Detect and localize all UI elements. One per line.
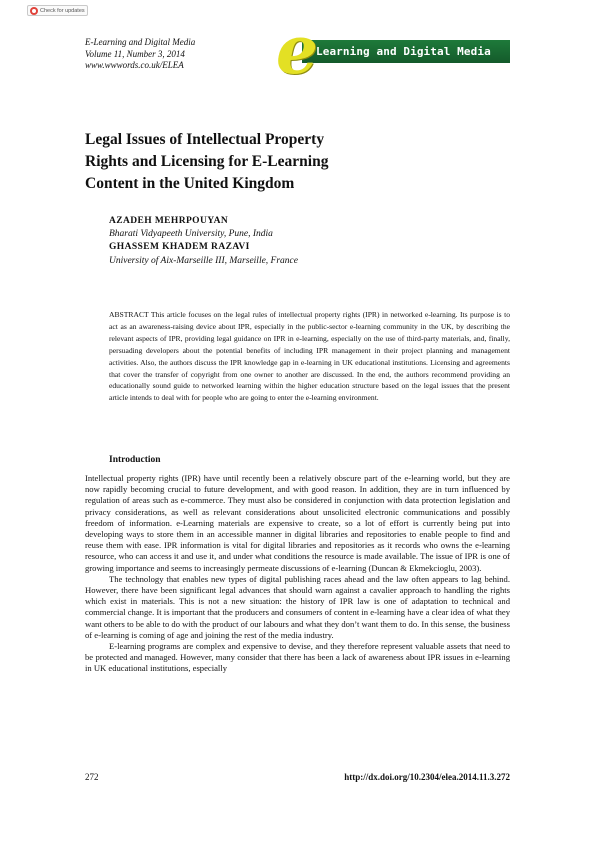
doi-link[interactable]: http://dx.doi.org/10.2304/elea.2014.11.3.272 [344, 772, 510, 782]
page-number: 272 [85, 772, 99, 782]
body-paragraph: Intellectual property rights (IPR) have until recently been a relatively obscure part of the e-learning world, but they are now rapidly becoming crucial to future development, and with good reason. In addition, they are in turn influenced by regulation of areas such as e-commerce. They must also be considered in conjunction with data protection legislation and privacy considerations, as well as relevant considerations about unsolicited electronic communications and possibly freedom of information. e-Learning materials are expensive to create, so a lot of effort is currently being put into developing ways to store them in an accessible manner in digital libraries and repositories to enable people to find and reuse them with ease. IPR information is vital for digital libraries and repositories as it records who owns the e-learning resource, who can access it and use it, and under what conditions the resource is made available. The issue of IPR is one of growing importance and seems to increasingly permeate discussions of e-learning (Duncan & Ekmekcioglu, 2003). [85, 473, 510, 573]
journal-name: E-Learning and Digital Media [85, 37, 196, 47]
title-line: Content in the United Kingdom [85, 175, 295, 192]
journal-info [85, 37, 195, 72]
logo-text: Learning and Digital Media [316, 45, 491, 58]
check-for-updates-badge[interactable] [27, 5, 88, 16]
author-affiliation: University of Aix-Marseille III, Marseille, France [109, 255, 298, 266]
logo-e-letter: e [276, 11, 318, 89]
title-line: Rights and Licensing for E-Learning [85, 153, 329, 170]
body-paragraph: The technology that enables new types of digital publishing races ahead and the law often appears to lag behind. However, there have been significant legal advances that should warn against a cavalier approach to handling the rights which exist in materials. This is not a new situation: the history of IPR law is one of adaptation to technical and commercial change. It is important that the producers and consumers of content in e-learning have a clear idea of what they want others to be able to do with the product of our labours and what they don’t want them to do. In this sense, the business of e-learning is coming of age and joining the rest of the media industry. [85, 573, 510, 640]
author-name: GHASSEM KHADEM RAZAVI [109, 242, 250, 253]
author-affiliation: Bharati Vidyapeeth University, Pune, India [109, 229, 273, 240]
update-check-icon [30, 7, 38, 15]
journal-website: www.wwwords.co.uk/ELEA [85, 60, 184, 70]
author-list [109, 215, 298, 268]
section-heading: Introduction [109, 455, 161, 465]
badge-label: Check for updates [40, 7, 85, 14]
body-paragraph: E-learning programs are complex and expensive to devise, and they therefore represent valuable assets that need to be protected and managed. However, many consider that there has been a lack of awareness about IPR issues in e-learning in UK educational institutions, especially [85, 641, 510, 674]
journal-logo [276, 11, 510, 89]
body-text [85, 473, 510, 675]
logo-banner [302, 40, 510, 63]
article-title [85, 129, 405, 195]
author-name: AZADEH MEHRPOUYAN [109, 216, 229, 226]
journal-volume: Volume 11, Number 3, 2014 [85, 48, 185, 59]
abstract: ABSTRACT This article focuses on the legal rules of intellectual property rights (IPR) in networked e-learning. Its purpose is to act as an awareness-raising device about IPR, especially in the public-sector e-learning community in the UK, by describing the relevant aspects of IPR, providing legal guidance on IPR in e-learning, especially on the use of third-party materials, and, finally, persuading developers about the potential benefits of including IPR management in their project planning and management activities. Also, the authors discuss the IPR knowledge gap in e-learning in UK educational institutions. Licensing and agreements that cover the transfer of copyright from one owner to another are discussed. In the end, the authors recommend providing an educationally sound guide to networked learning within the higher education structure based on the legal issues that the present article intends to deal with for people who are going to enter the e-learning environment. [109, 310, 510, 403]
title-line: Legal Issues of Intellectual Property [85, 131, 325, 148]
